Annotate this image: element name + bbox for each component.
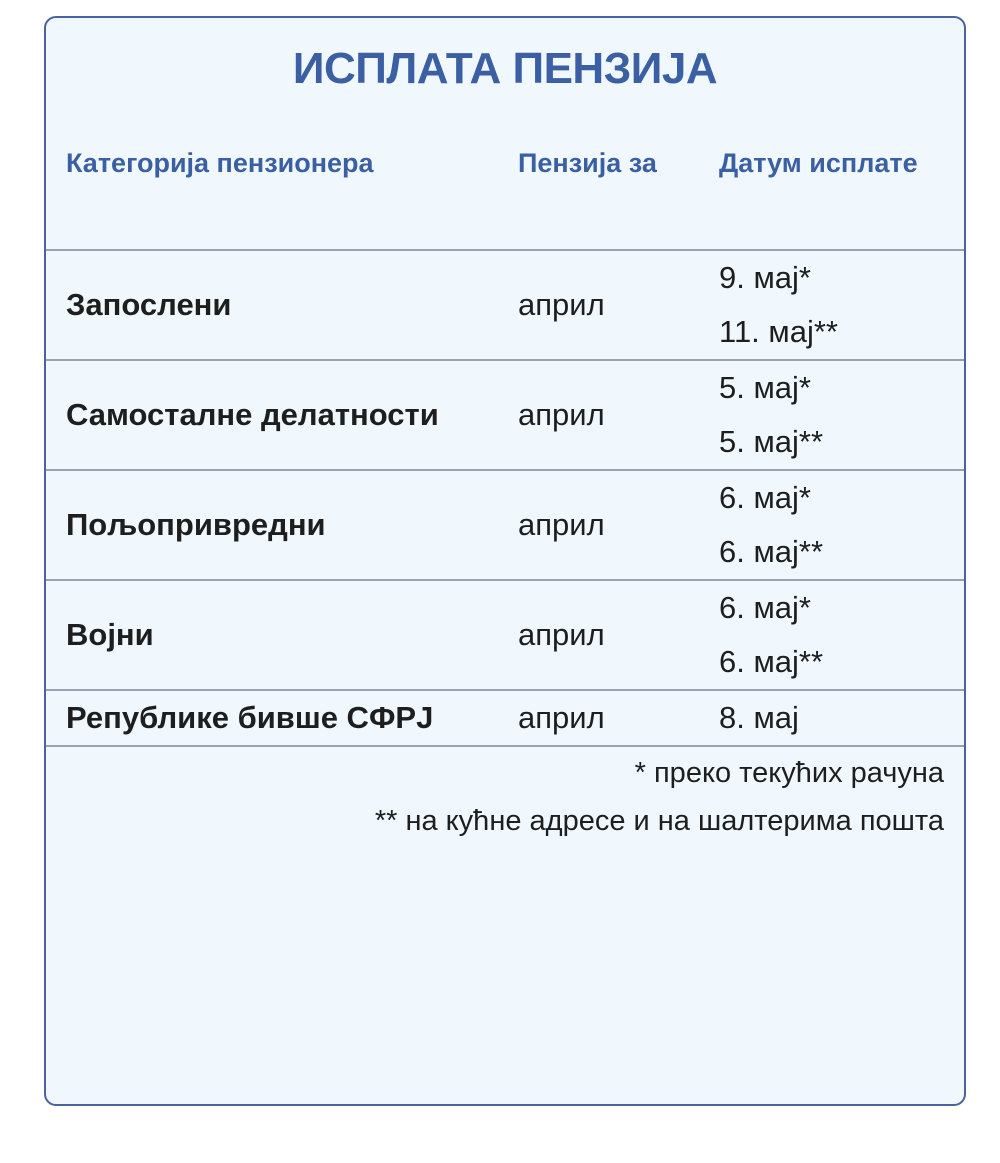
pension-for-cell: април: [498, 360, 699, 470]
footnote-single-asterisk: * преко текућих рачуна: [634, 757, 944, 789]
date-current-account: 9. мај*: [719, 260, 811, 295]
date-home-delivery: 11. мај**: [719, 314, 838, 349]
pension-for-cell: април: [498, 470, 699, 580]
date-single: 8. мај: [719, 700, 799, 735]
table-row: [46, 360, 964, 470]
category-cell: Републике бивше СФРЈ: [46, 690, 498, 746]
category-cell: Самосталне делатности: [46, 360, 498, 470]
table-row: [46, 250, 964, 360]
header-pension-for: Пензија за: [518, 147, 657, 178]
category-cell: Пољопривредни: [46, 470, 498, 580]
date-current-account: 6. мај*: [719, 480, 811, 515]
pension-payment-card: [44, 16, 966, 1106]
date-home-delivery: 6. мај**: [719, 644, 824, 679]
category-cell: Војни: [46, 580, 498, 690]
pension-for-cell: април: [498, 690, 699, 746]
table-row: [46, 580, 964, 690]
footnote-double-asterisk: ** на кућне адресе и на шалтерима пошта: [374, 805, 944, 837]
payment-date-cell: [699, 250, 964, 360]
table-row: [46, 690, 964, 746]
date-home-delivery: 5. мај**: [719, 424, 824, 459]
payment-date-cell: [699, 360, 964, 470]
date-current-account: 5. мај*: [719, 370, 811, 405]
payment-date-cell: [699, 470, 964, 580]
page-title: ИСПЛАТА ПЕНЗИЈА: [292, 44, 718, 93]
footnotes: [46, 749, 964, 845]
category-cell: Запослени: [46, 250, 498, 360]
table-row: [46, 470, 964, 580]
date-home-delivery: 6. мај**: [719, 534, 824, 569]
table-header-row: [46, 110, 964, 250]
pension-for-cell: април: [498, 250, 699, 360]
header-category: Категорија пензионера: [66, 147, 374, 178]
pension-for-cell: април: [498, 580, 699, 690]
header-payment-date: Датум исплате: [719, 147, 918, 178]
payment-date-cell: [699, 690, 964, 746]
date-current-account: 6. мај*: [719, 590, 811, 625]
payment-date-cell: [699, 580, 964, 690]
pension-schedule-table: [46, 110, 964, 747]
